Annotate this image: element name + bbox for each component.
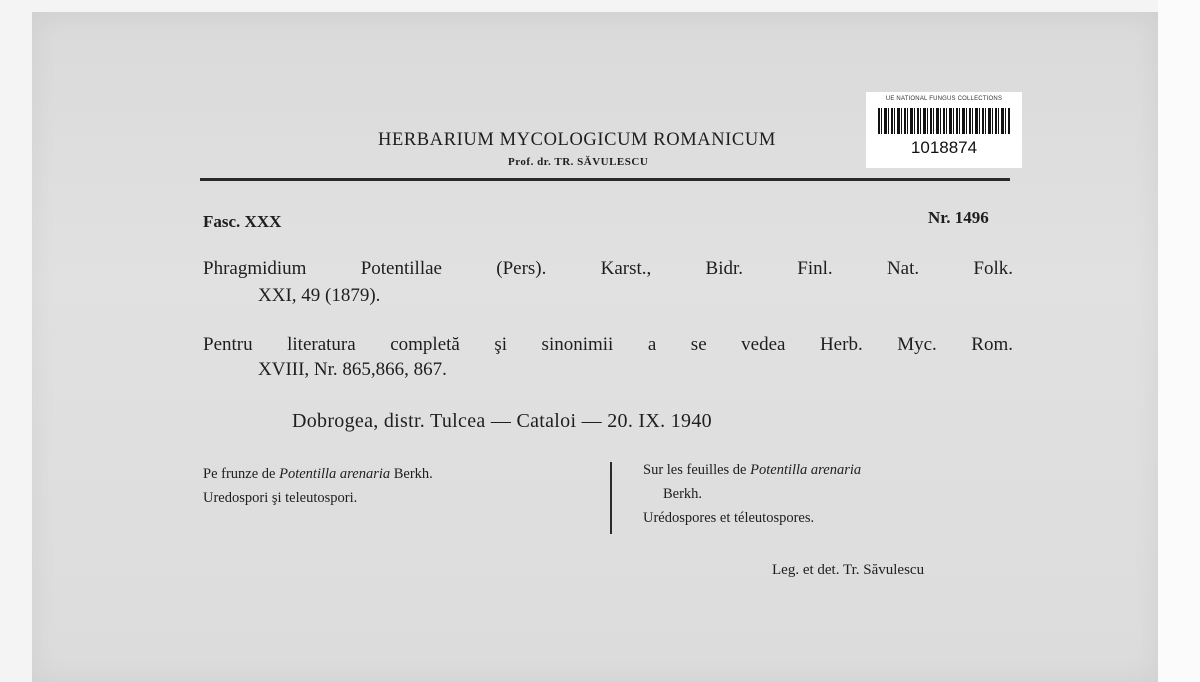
french-host-species: Potentilla arenaria bbox=[750, 462, 862, 478]
romanian-spores: Uredospori şi teleutospori. bbox=[203, 490, 358, 506]
barcode-number: 1018874 bbox=[910, 138, 978, 157]
header-subtitle: Prof. dr. TR. SĂVULESCU bbox=[508, 156, 649, 168]
barcode-caption: UE NATIONAL FUNGUS COLLECTIONS bbox=[885, 96, 1003, 102]
species-line-1: Phragmidium Potentillae (Pers). Karst., Bidr. Finl. Nat. Folk. bbox=[203, 258, 1013, 279]
specimen-number: Nr. 1496 bbox=[928, 208, 989, 227]
background-strip bbox=[1158, 0, 1200, 682]
romanian-host-suffix: Berkh. bbox=[390, 466, 433, 482]
header-rule bbox=[200, 178, 1010, 181]
romanian-host-prefix: Pe frunze de bbox=[203, 466, 280, 482]
french-description bbox=[643, 458, 861, 530]
french-spores: Urédospores et téleutospores. bbox=[643, 510, 815, 526]
barcode-label bbox=[866, 92, 1022, 168]
literature-line-1: Pentru literatura completă şi sinonimii a se vedea Herb. Myc. Rom. bbox=[203, 334, 1013, 355]
literature-line-2: XVIII, Nr. 865,866, 867. bbox=[258, 359, 447, 380]
french-host-line bbox=[643, 458, 861, 482]
barcode-bars bbox=[878, 108, 1010, 134]
romanian-host-line bbox=[203, 462, 433, 486]
column-divider bbox=[610, 462, 612, 534]
collector-credit: Leg. et det. Tr. Săvulescu bbox=[772, 562, 925, 578]
romanian-host-species: Potentilla arenaria bbox=[279, 466, 391, 482]
species-line-2: XXI, 49 (1879). bbox=[258, 285, 381, 306]
fascicle-label: Fasc. XXX bbox=[203, 212, 282, 231]
french-host-prefix: Sur les feuilles de bbox=[643, 462, 751, 478]
romanian-description bbox=[203, 462, 433, 510]
locality: Dobrogea, distr. Tulcea — Cataloi — 20. IX. 1940 bbox=[292, 410, 712, 432]
header-title: HERBARIUM MYCOLOGICUM ROMANICUM bbox=[378, 130, 776, 150]
french-host-suffix: Berkh. bbox=[663, 486, 703, 502]
